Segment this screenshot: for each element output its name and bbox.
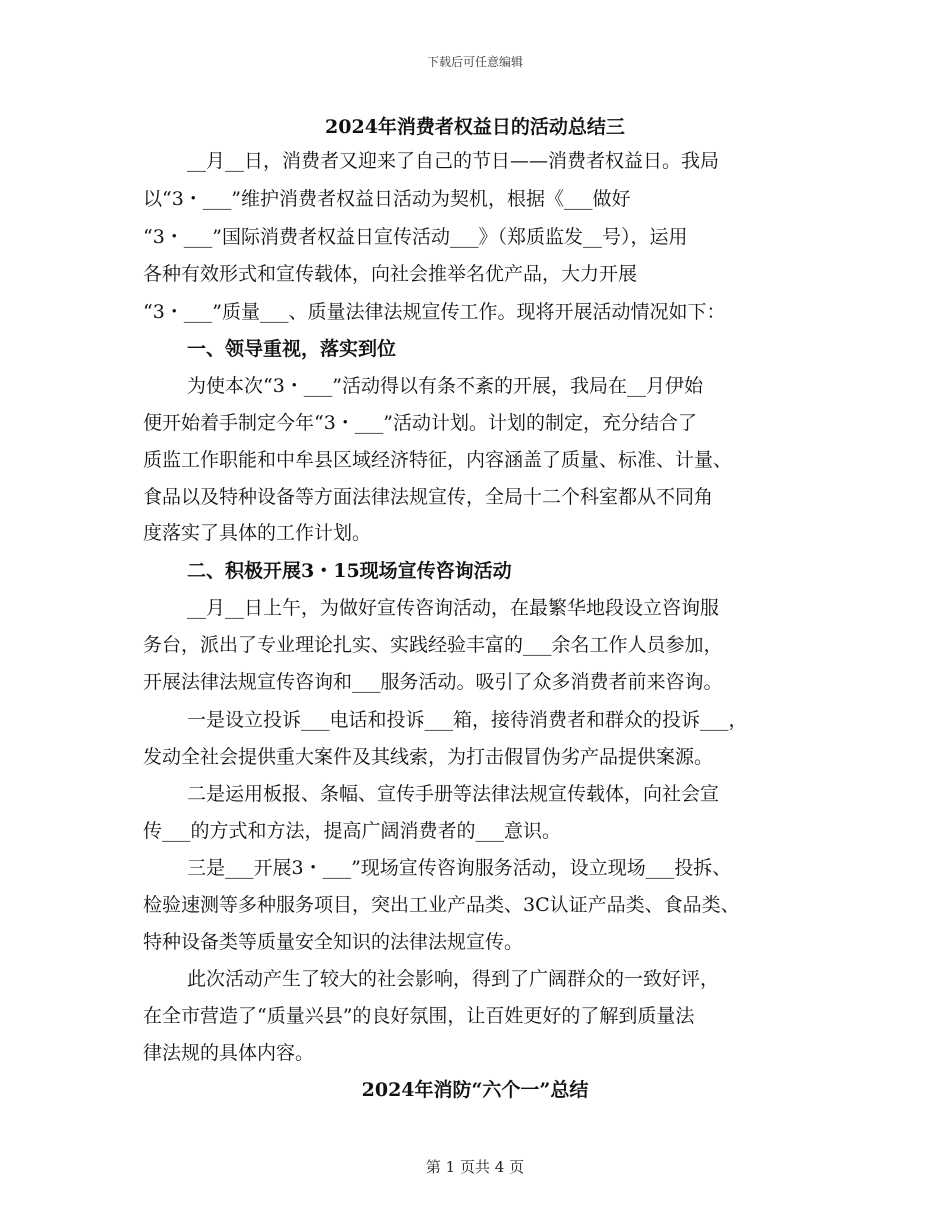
paragraph-line: 在全市营造了“质量兴县”的良好氛围，让百姓更好的了解到质量法 — [143, 1005, 695, 1027]
paragraph-line: 务台，派出了专业理论扎实、实践经验丰富的___余名工作人员参加， — [143, 634, 723, 656]
next-document-title: 2024年消防“六个一”总结 — [361, 1079, 589, 1101]
paragraph-line: 食品以及特种设备等方面法律法规宣传，全局十二个科室都从不同角 — [143, 486, 714, 508]
paragraph-line: 此次活动产生了较大的社会影响，得到了广阔群众的一致好评， — [187, 968, 720, 990]
paragraph-line: 度落实了具体的工作计划。 — [143, 522, 372, 544]
page-header: 下载后可任意编辑 — [426, 55, 523, 69]
paragraph-line: __月__日，消费者又迎来了自己的节日——消费者权益日。我局 — [187, 150, 720, 172]
document-title: 2024年消费者权益日的活动总结三 — [325, 116, 625, 138]
paragraph-line: 发动全社会提供重大案件及其线索，为打击假冒伪劣产品提供案源。 — [143, 746, 714, 768]
paragraph-line: 二是运用板报、条幅、宣传手册等法律法规宣传载体，向社会宣 — [187, 783, 720, 805]
page-footer: 第 1 页共 4 页 — [425, 1158, 525, 1176]
paragraph-line: “3・___”质量___、质量法律法规宣传工作。现将开展活动情况如下： — [143, 301, 726, 323]
paragraph-line: 一是设立投诉___电话和投诉___箱，接待消费者和群众的投诉___， — [187, 709, 748, 731]
paragraph-line: __月__日上午，为做好宣传咨询活动，在最繁华地段设立咨询服 — [187, 597, 720, 619]
section-heading: 二、积极开展3・15现场宣传咨询活动 — [187, 560, 512, 582]
paragraph-line: 各种有效形式和宣传载体，向社会推举名优产品，大力开展 — [143, 263, 638, 285]
paragraph-line: 三是___开展3・___”现场宣传咨询服务活动，设立现场___投拆、 — [187, 857, 732, 879]
paragraph-line: 传___的方式和方法，提高广阔消费者的___意识。 — [143, 820, 562, 842]
section-heading: 一、领导重视，落实到位 — [187, 338, 397, 360]
paragraph-line: 便开始着手制定今年“3・___”活动计划。计划的制定，充分结合了 — [143, 412, 698, 434]
paragraph-line: 以“3・___”维护消费者权益日活动为契机，根据《___做好 — [143, 188, 631, 210]
paragraph-line: 律法规的具体内容。 — [143, 1042, 315, 1064]
paragraph-line: 检验速测等多种服务项目，突出工业产品类、3C认证产品类、食品类、 — [143, 894, 740, 916]
paragraph-line: 质监工作职能和中牟县区域经济特征，内容涵盖了质量、标准、计量、 — [143, 449, 733, 471]
paragraph-line: 开展法律法规宣传咨询和___服务活动。吸引了众多消费者前来咨询。 — [143, 671, 723, 693]
paragraph-line: 特种设备类等质量安全知识的法律法规宣传。 — [143, 931, 524, 953]
paragraph-line: 为使本次“3・___”活动得以有条不紊的开展，我局在__月伊始 — [187, 375, 704, 397]
paragraph-line: “3・___”国际消费者权益日宣传活动___》（郑质监发__号），运用 — [143, 226, 688, 248]
